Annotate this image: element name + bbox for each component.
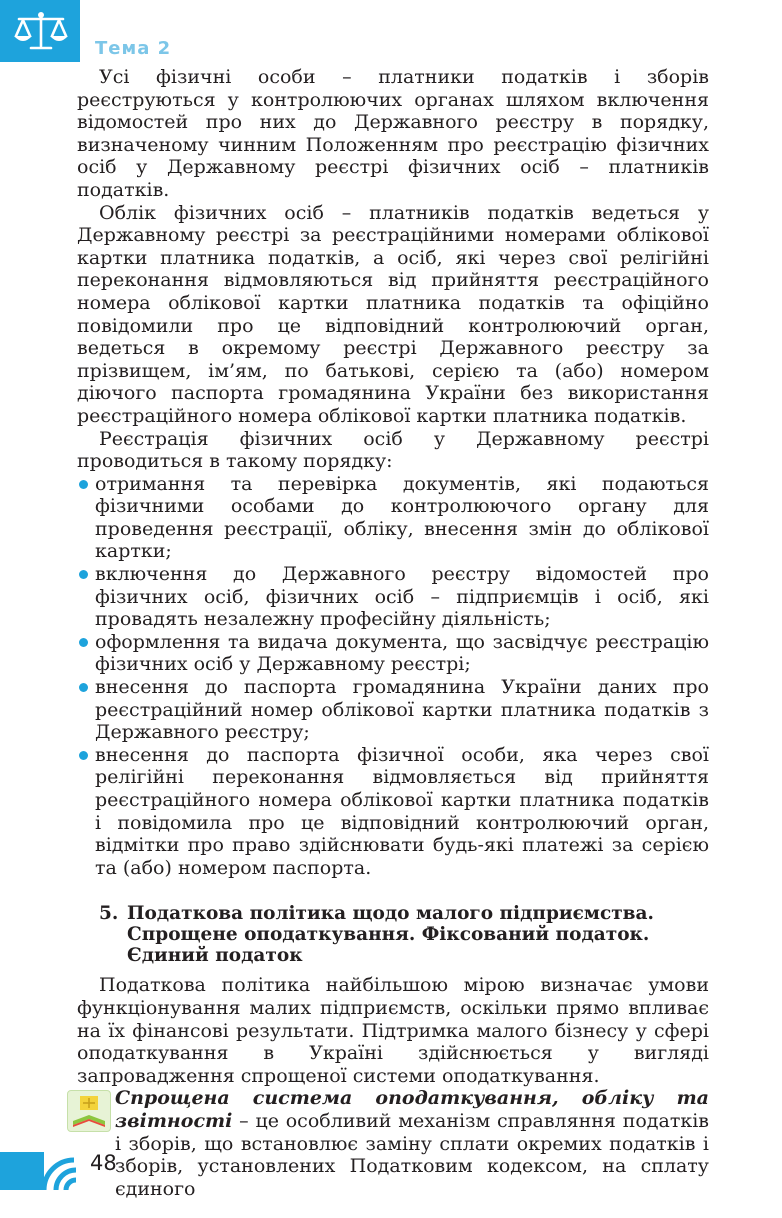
list-item: внесення до паспорта фізичної особи, яка через свої релігійні переконання відмовляється від прийняття реєстраційного номера облікової картки платника податків і повідомила про це відповідний контролюючий орган, відмітки про право здійснювати будь-які платежі за серією та (або) номером паспорта. xyxy=(95,744,709,880)
bullet-icon xyxy=(79,683,88,692)
list-item: включення до Державного реєстру відомостей про фізичних осіб, фізичних осіб – підприємців і осіб, які провадять незалежну професійну діяльність; xyxy=(95,563,709,631)
paragraph-accounting: Облік фізичних осіб – платників податків ведеться у Державному реєстрі за реєстраційними номерами облікової картки платника податків, а осіб, які через свої релігійні переконання відмовляються від прийняття реєстраційного номера облікової картки платника податків та офіційно повідомили про це відповідний контролюючий орган, ведеться в окремому реєстрі Державного реєстру за прізвищем, ім’ям, по батькові, серією та (або) номером діючого паспорта громадянина України без використання реєстраційного номера облікової картки платника податків. xyxy=(77,201,709,427)
list-item: оформлення та видача документа, що засвідчує реєстрацію фізичних осіб у Державному реєстрі; xyxy=(95,631,709,676)
definition-term: Спрощена система оподаткування, обліку та звітності xyxy=(115,1087,709,1132)
definition-text: – це особливий механізм справляння податків і зборів, що встановлює заміну сплати окремих податків і зборів, установлених Податковим кодексом, на сплату єдиного xyxy=(115,1109,709,1200)
book-icon xyxy=(67,1090,111,1132)
paragraph-small-business: Податкова політика найбільшою мірою визначає умови функціонування малих підприємств, оскільки прямо впливає на їх фінансові результати. Підтримка малого бізнесу у сфері оподаткування в Україні здійснюється у вигляді запровадження спрощеної системи оподаткування. xyxy=(77,974,709,1087)
header-corner-block xyxy=(0,0,80,62)
section-heading xyxy=(99,903,709,966)
bullet-icon xyxy=(79,751,88,760)
scales-icon xyxy=(13,10,69,52)
footer-arcs-decoration xyxy=(0,1140,82,1190)
section-number: 5. xyxy=(99,903,119,925)
paragraph-order-intro: Реєстрація фізичних осіб у Державному реєстрі проводиться в такому порядку: xyxy=(77,427,709,473)
bullet-icon xyxy=(79,570,88,579)
page-body xyxy=(77,66,709,1200)
section-title: Податкова політика щодо малого підприємства. Спрощене оподаткування. Фіксований податок. Єдиний податок xyxy=(127,903,654,967)
list-item: отримання та перевірка документів, які подаються фізичними особами до контролюючого органу для проведення реєстрації, обліку, внесення змін до облікової картки; xyxy=(95,473,709,563)
paragraph-registration: Усі фізичні особи – платники податків і зборів реєструються у контролюючих органах шляхом включення відомостей про них до Державного реєстру в порядку, визначеному чинним Положенням про реєстрацію фізичних осіб у Державному реєстрі фізичних осіб – платників податків. xyxy=(77,66,709,201)
registration-steps-list xyxy=(77,473,709,880)
theme-label: Тема 2 xyxy=(95,38,172,59)
page-number: 48 xyxy=(90,1151,117,1175)
list-item: внесення до паспорта громадянина України даних про реєстраційний номер облікової картки платника податків з Державного реєстру; xyxy=(95,676,709,744)
bullet-icon xyxy=(79,638,88,647)
definition-block xyxy=(77,1087,709,1200)
bullet-icon xyxy=(79,480,88,489)
